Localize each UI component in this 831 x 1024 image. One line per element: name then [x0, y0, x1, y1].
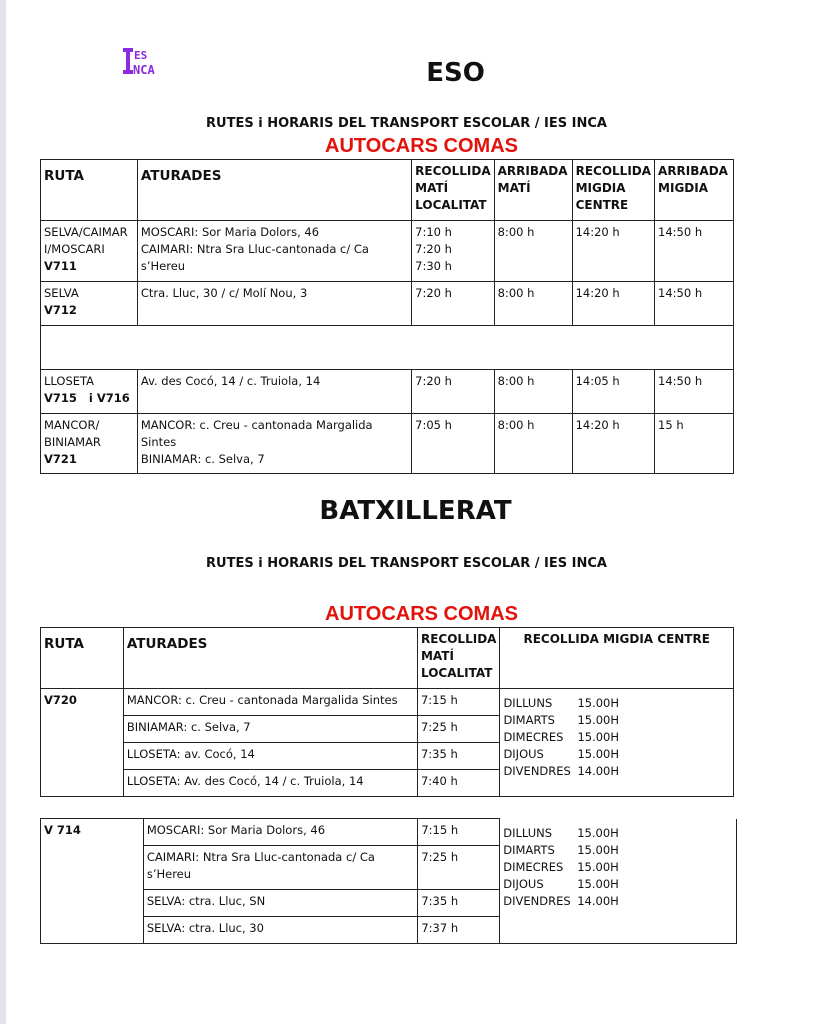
midday-pickup: 14:20 h	[572, 282, 654, 326]
stop: CAIMARI: Ntra Sra Lluc-cantonada c/ Ca s’Hereu	[140, 242, 369, 273]
time: 14.00H	[577, 893, 619, 908]
stop: CAIMARI: Ntra Sra Lluc-cantonada c/ Ca s’Hereu	[143, 846, 418, 890]
table-row	[41, 282, 734, 326]
pickup-time: 7:05 h	[412, 414, 494, 474]
schedule-row	[503, 859, 733, 876]
midday-pickup: 14:20 h	[572, 221, 654, 282]
midday-arrival: 14:50 h	[655, 370, 734, 414]
table-header-row	[41, 160, 734, 221]
stop: MANCOR: c. Creu - cantonada Margalida Sintes	[140, 418, 373, 449]
pickup-time: 7:20 h	[412, 370, 494, 414]
day: DIVENDRES	[503, 893, 571, 908]
eso-company: AUTOCARS COMAS	[325, 135, 518, 157]
schedule-row	[503, 893, 733, 910]
route-code: V721	[44, 452, 77, 466]
time: 15.00H	[577, 730, 620, 744]
time: 15.00H	[577, 842, 619, 857]
batx-company: AUTOCARS COMAS	[325, 603, 518, 625]
arrival-time: 8:00 h	[494, 414, 572, 474]
schedule-row	[503, 763, 730, 780]
day: DIMECRES	[503, 859, 564, 874]
day: DIJOUS	[503, 747, 544, 761]
table-header-row	[41, 628, 734, 689]
midday-pickup: 14:05 h	[572, 370, 654, 414]
schedule-row	[503, 842, 733, 859]
route-code: V715 i V716	[44, 391, 130, 405]
schedule-row	[503, 695, 730, 712]
midday-arrival: 14:50 h	[655, 282, 734, 326]
day: DILLUNS	[503, 696, 553, 710]
schedule-row	[503, 876, 733, 893]
midday-arrival: 15 h	[655, 414, 734, 474]
eso-routes-table	[40, 159, 734, 474]
day: DILLUNS	[503, 825, 553, 840]
svg-text:NCA: NCA	[133, 63, 155, 77]
day: DIMARTS	[503, 713, 555, 727]
pickup-time: 7:15 h	[418, 819, 500, 846]
schedule-row	[503, 729, 730, 746]
route-name: MANCOR/ BINIAMAR	[44, 418, 101, 449]
schedule-row	[503, 825, 733, 842]
header-arribada-migdia: ARRIBADA MIGDIA	[655, 160, 734, 221]
midday-schedule	[500, 689, 734, 797]
batx-v720-table	[40, 627, 734, 797]
pickup-time: 7:30 h	[415, 259, 452, 273]
day: DIVENDRES	[503, 764, 571, 778]
day: DIMARTS	[503, 842, 555, 857]
route-code: V720	[41, 689, 124, 797]
pickup-time: 7:35 h	[418, 890, 500, 917]
day: DIJOUS	[503, 876, 544, 891]
time: 15.00H	[577, 859, 619, 874]
midday-arrival: 14:50 h	[655, 221, 734, 282]
pickup-time: 7:15 h	[417, 689, 499, 716]
pickup-time: 7:37 h	[418, 917, 500, 944]
route-name: LLOSETA	[44, 374, 95, 388]
midday-pickup: 14:20 h	[572, 414, 654, 474]
pickup-time: 7:20 h	[415, 242, 452, 256]
arrival-time: 8:00 h	[494, 221, 572, 282]
route-code: V712	[44, 303, 77, 317]
header-ruta: RUTA	[41, 160, 138, 221]
route-code: V 714	[41, 819, 144, 944]
header-aturades: ATURADES	[137, 160, 411, 221]
batx-heading: BATXILLERAT	[319, 496, 512, 526]
header-ruta: RUTA	[41, 628, 124, 689]
schedule-row	[503, 712, 730, 729]
route-name: SELVA	[44, 286, 79, 300]
time: 15.00H	[577, 747, 620, 761]
table-row	[41, 414, 734, 474]
pickup-time: 7:35 h	[417, 743, 499, 770]
pickup-time: 7:25 h	[418, 846, 500, 890]
header-aturades: ATURADES	[123, 628, 417, 689]
stop: LLOSETA: Av. des Cocó, 14 / c. Truiola, 14	[123, 770, 417, 797]
pickup-time: 7:25 h	[417, 716, 499, 743]
eso-subtitle: RUTES i HORARIS DEL TRANSPORT ESCOLAR / IES INCA	[206, 116, 607, 131]
schedule-row	[503, 746, 730, 763]
pickup-time: 7:20 h	[412, 282, 494, 326]
stop: MANCOR: c. Creu - cantonada Margalida Sintes	[123, 689, 417, 716]
arrival-time: 8:00 h	[494, 282, 572, 326]
header-recollida-mati: RECOLLIDA MATÍ LOCALITAT	[412, 160, 494, 221]
time: 15.00H	[577, 696, 620, 710]
batx-subtitle: RUTES i HORARIS DEL TRANSPORT ESCOLAR / IES INCA	[206, 556, 607, 571]
stop: SELVA: ctra. Lluc, SN	[143, 890, 418, 917]
stop: MOSCARI: Sor Maria Dolors, 46	[143, 819, 418, 846]
stop: LLOSETA: av. Cocó, 14	[123, 743, 417, 770]
svg-text:ES: ES	[134, 49, 148, 62]
stop: Ctra. Lluc, 30 / c/ Molí Nou, 3	[137, 282, 411, 326]
header-recollida-migdia: RECOLLIDA MIGDIA CENTRE	[572, 160, 654, 221]
midday-schedule	[500, 819, 737, 944]
header-recollida-migdia: RECOLLIDA MIGDIA CENTRE	[500, 628, 734, 689]
pickup-time: 7:40 h	[417, 770, 499, 797]
route-name: SELVA/CAIMARI/MOSCARI	[44, 225, 128, 256]
stop: BINIAMAR: c. Selva, 7	[123, 716, 417, 743]
header-recollida-mati: RECOLLIDA MATÍ LOCALITAT	[417, 628, 499, 689]
route-code: V711	[44, 259, 77, 273]
table-row	[41, 689, 734, 716]
stop: SELVA: ctra. Lluc, 30	[143, 917, 418, 944]
stop: BINIAMAR: c. Selva, 7	[140, 452, 265, 466]
empty-row	[41, 326, 734, 370]
time: 15.00H	[577, 876, 619, 891]
arrival-time: 8:00 h	[494, 370, 572, 414]
day: DIMECRES	[503, 730, 564, 744]
pickup-time: 7:10 h	[415, 225, 452, 239]
stop: Av. des Cocó, 14 / c. Truiola, 14	[137, 370, 411, 414]
eso-heading: ESO	[426, 58, 485, 88]
table-row	[41, 819, 737, 846]
table-row	[41, 221, 734, 282]
header-arribada-mati: ARRIBADA MATÍ	[494, 160, 572, 221]
batx-v714-table	[40, 818, 737, 944]
time: 15.00H	[577, 825, 619, 840]
stop: MOSCARI: Sor Maria Dolors, 46	[140, 225, 320, 239]
table-row	[41, 370, 734, 414]
time: 14.00H	[577, 764, 620, 778]
time: 15.00H	[577, 713, 620, 727]
